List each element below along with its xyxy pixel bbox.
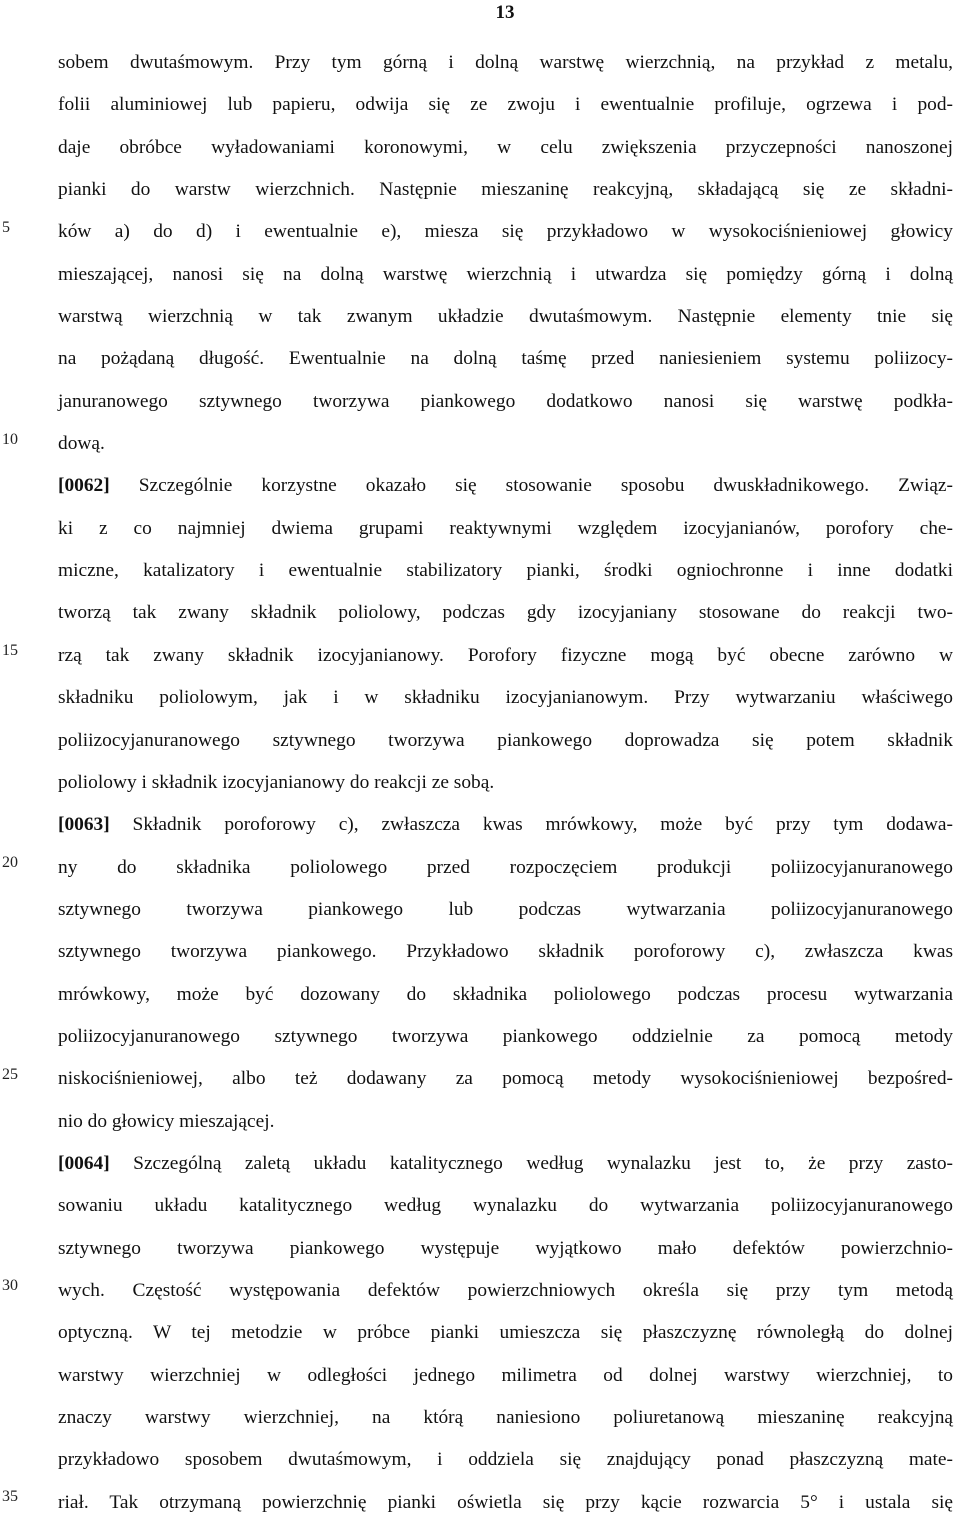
- text-line: [58, 847, 953, 889]
- line-text: poliizocyjanuranowego sztywnego tworzywa piankowego oddzielnie za pomocą metody: [58, 1025, 953, 1047]
- line-text: Szczególną zaletą układu katalitycznego według wynalazku jest to, że przy zasto-: [109, 1152, 953, 1174]
- text-line: [58, 635, 953, 677]
- line-text: ki z co najmniej dwiema grupami reaktywnymi względem izocyjanianów, porofory che-: [58, 517, 953, 539]
- text-line: [58, 1355, 953, 1397]
- line-text: nio do głowicy mieszającej.: [58, 1110, 275, 1132]
- paragraph-ref: [0063]: [58, 814, 110, 836]
- body-text: [58, 42, 953, 1524]
- line-text: ków a) do d) i ewentualnie e), miesza się przykładowo w wysokociśnieniowej głowicy: [58, 221, 953, 243]
- text-line: [58, 423, 953, 465]
- line-text: warstwą wierzchnią w tak zwanym układzie dwutaśmowym. Następnie elementy tnie się: [58, 306, 953, 328]
- line-text: Szczególnie korzystne okazało się stosowanie sposobu dwuskładnikowego. Związ-: [109, 475, 953, 497]
- line-text: poliolowy i składnik izocyjanianowy do reakcji ze sobą.: [58, 771, 495, 793]
- paragraph-ref: [0064]: [58, 1152, 110, 1174]
- line-number: 35: [2, 1488, 18, 1505]
- line-text: folii aluminiowej lub papieru, odwija się ze zwoju i ewentualnie profiluje, ogrzewa i pod-: [58, 94, 953, 116]
- text-line: [58, 1312, 953, 1354]
- line-text: miczne, katalizatory i ewentualnie stabilizatory pianki, środki ogniochronne i inne dodatki: [58, 560, 953, 582]
- text-line: [58, 677, 953, 719]
- line-number: 30: [2, 1277, 18, 1294]
- paragraph: [58, 804, 953, 1143]
- line-text: Składnik poroforowy c), zwłaszcza kwas mrówkowy, może być przy tym dodawa-: [109, 814, 953, 836]
- text-line: [58, 127, 953, 169]
- line-number: 25: [2, 1066, 18, 1083]
- paragraph: [58, 1143, 953, 1524]
- text-line: [58, 338, 953, 380]
- line-text: niskociśnieniowej, albo też dodawany za pomocą metody wysokociśnieniowej bezpośred-: [58, 1068, 953, 1090]
- text-line: [58, 1058, 953, 1100]
- line-text: dową.: [58, 433, 105, 455]
- line-text: poliizocyjanuranowego sztywnego tworzywa piankowego doprowadza się potem składnik: [58, 729, 953, 751]
- text-line: [58, 762, 953, 804]
- paragraph: [58, 42, 953, 465]
- line-number: 5: [2, 219, 10, 236]
- line-text: na pożądaną długość. Ewentualnie na dolną taśmę przed naniesieniem systemu poliizocy-: [58, 348, 953, 370]
- line-text: daje obróbce wyładowaniami koronowymi, w celu zwiększenia przyczepności nanoszonej: [58, 136, 953, 158]
- line-text: riał. Tak otrzymaną powierzchnię pianki oświetla się przy kącie rozwarcia 5° i ustala się: [58, 1491, 953, 1513]
- line-number: 20: [2, 854, 18, 871]
- text-line: [58, 720, 953, 762]
- paragraph: [58, 465, 953, 804]
- line-text: sobem dwutaśmowym. Przy tym górną i dolną warstwę wierzchnią, na przykład z metalu,: [58, 52, 953, 73]
- text-line: [58, 42, 953, 84]
- text-line: [58, 381, 953, 423]
- text-line: [58, 84, 953, 126]
- text-line: [58, 1482, 953, 1524]
- line-text: wych. Częstość występowania defektów powierzchniowych określa się przy tym metodą: [58, 1279, 953, 1301]
- text-line: [58, 550, 953, 592]
- line-text: sztywnego tworzywa piankowego występuje wyjątkowo mało defektów powierzchnio-: [58, 1237, 953, 1259]
- text-line: [58, 211, 953, 253]
- text-line: [58, 889, 953, 931]
- text-line: [58, 296, 953, 338]
- line-text: rzą tak zwany składnik izocyjanianowy. Porofory fizyczne mogą być obecne zarówno w: [58, 644, 953, 666]
- text-line: [58, 169, 953, 211]
- text-line: [58, 1270, 953, 1312]
- text-line: [58, 974, 953, 1016]
- text-line: [58, 1143, 953, 1185]
- line-text: mieszającej, nanosi się na dolną warstwę wierzchnią i utwardza się pomiędzy górną i dolną: [58, 263, 953, 285]
- line-text: sowaniu układu katalitycznego według wynalazku do wytwarzania poliizocyjanuranowego: [58, 1195, 953, 1217]
- line-text: mrówkowy, może być dozowany do składnika poliolowego podczas procesu wytwarzania: [58, 983, 953, 1005]
- line-number: 10: [2, 431, 18, 448]
- text-line: [58, 1016, 953, 1058]
- line-text: warstwy wierzchniej w odległości jednego milimetra od dolnej warstwy wierzchniej, to: [58, 1364, 953, 1386]
- line-text: składniku poliolowym, jak i w składniku izocyjanianowym. Przy wytwarzaniu właściwego: [58, 687, 953, 709]
- line-text: optyczną. W tej metodzie w próbce pianki umieszcza się płaszczyznę równoległą do dolnej: [58, 1322, 953, 1344]
- text-line: [58, 254, 953, 296]
- text-line: [58, 1228, 953, 1270]
- text-line: [58, 465, 953, 507]
- line-text: sztywnego tworzywa piankowego. Przykładowo składnik poroforowy c), zwłaszcza kwas: [58, 941, 953, 963]
- text-line: [58, 1101, 953, 1143]
- line-text: januranowego sztywnego tworzywa piankowego dodatkowo nanosi się warstwę podkła-: [58, 390, 953, 412]
- line-text: przykładowo sposobem dwutaśmowym, i oddziela się znajdujący ponad płaszczyzną mate-: [58, 1449, 953, 1471]
- line-text: pianki do warstw wierzchnich. Następnie mieszaninę reakcyjną, składającą się ze składni-: [58, 179, 953, 201]
- text-line: [58, 1185, 953, 1227]
- line-text: tworzą tak zwany składnik poliolowy, podczas gdy izocyjaniany stosowane do reakcji two-: [58, 602, 953, 624]
- text-line: [58, 592, 953, 634]
- line-text: sztywnego tworzywa piankowego lub podczas wytwarzania poliizocyjanuranowego: [58, 898, 953, 920]
- paragraph-ref: [0062]: [58, 475, 110, 497]
- text-line: [58, 804, 953, 846]
- line-number: 15: [2, 642, 18, 659]
- text-line: [58, 1439, 953, 1481]
- page-number: 13: [495, 2, 515, 23]
- line-text: ny do składnika poliolowego przed rozpoczęciem produkcji poliizocyjanuranowego: [58, 856, 953, 878]
- text-line: [58, 508, 953, 550]
- text-line: [58, 931, 953, 973]
- text-line: [58, 1397, 953, 1439]
- line-text: znaczy warstwy wierzchniej, na którą naniesiono poliuretanową mieszaninę reakcyjną: [58, 1407, 953, 1428]
